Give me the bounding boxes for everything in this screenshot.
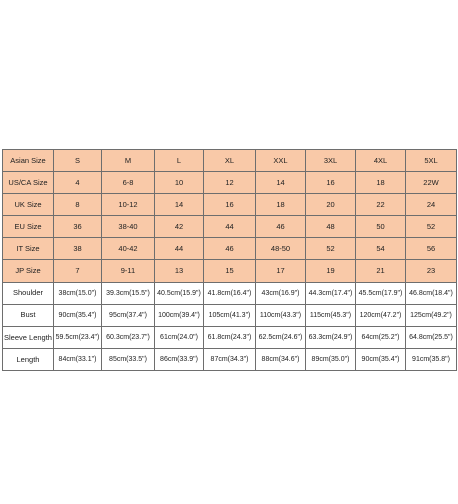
table-cell: 5XL bbox=[406, 150, 457, 172]
table-cell: 19 bbox=[306, 260, 356, 282]
table-cell: 10 bbox=[155, 172, 204, 194]
table-cell: 44.3cm(17.4") bbox=[306, 282, 356, 304]
table-cell: 7 bbox=[54, 260, 102, 282]
table-cell: 16 bbox=[204, 194, 256, 216]
table-cell: 40.5cm(15.9") bbox=[155, 282, 204, 304]
size-conversion-row bbox=[3, 238, 457, 260]
table-cell: 100cm(39.4") bbox=[155, 304, 204, 326]
table-cell: 48-50 bbox=[256, 238, 306, 260]
size-chart-body bbox=[3, 150, 457, 371]
table-cell: 20 bbox=[306, 194, 356, 216]
row-label: Length bbox=[3, 348, 54, 370]
table-cell: 14 bbox=[256, 172, 306, 194]
table-cell: 43cm(16.9") bbox=[256, 282, 306, 304]
table-cell: 9-11 bbox=[102, 260, 155, 282]
table-cell: 46 bbox=[256, 216, 306, 238]
table-cell: 23 bbox=[406, 260, 457, 282]
size-conversion-row bbox=[3, 216, 457, 238]
table-cell: 85cm(33.5") bbox=[102, 348, 155, 370]
table-cell: 4XL bbox=[356, 150, 406, 172]
table-cell: 48 bbox=[306, 216, 356, 238]
size-chart-table bbox=[2, 149, 457, 371]
row-label: Shoulder bbox=[3, 282, 54, 304]
table-cell: 14 bbox=[155, 194, 204, 216]
row-label: UK Size bbox=[3, 194, 54, 216]
table-cell: 36 bbox=[54, 216, 102, 238]
size-conversion-row bbox=[3, 172, 457, 194]
row-label: Bust bbox=[3, 304, 54, 326]
table-cell: 46 bbox=[204, 238, 256, 260]
table-cell: 62.5cm(24.6") bbox=[256, 326, 306, 348]
table-cell: 52 bbox=[306, 238, 356, 260]
table-cell: 22 bbox=[356, 194, 406, 216]
table-cell: 115cm(45.3") bbox=[306, 304, 356, 326]
table-cell: 120cm(47.2") bbox=[356, 304, 406, 326]
table-cell: 24 bbox=[406, 194, 457, 216]
table-cell: 87cm(34.3") bbox=[204, 348, 256, 370]
row-label: EU Size bbox=[3, 216, 54, 238]
size-conversion-row bbox=[3, 150, 457, 172]
table-cell: 61cm(24.0") bbox=[155, 326, 204, 348]
table-cell: 39.3cm(15.5") bbox=[102, 282, 155, 304]
table-cell: 10-12 bbox=[102, 194, 155, 216]
table-cell: 3XL bbox=[306, 150, 356, 172]
table-cell: 59.5cm(23.4") bbox=[54, 326, 102, 348]
table-cell: 21 bbox=[356, 260, 406, 282]
table-cell: 105cm(41.3") bbox=[204, 304, 256, 326]
table-cell: 61.8cm(24.3") bbox=[204, 326, 256, 348]
table-cell: 41.8cm(16.4") bbox=[204, 282, 256, 304]
table-cell: 12 bbox=[204, 172, 256, 194]
table-cell: 40-42 bbox=[102, 238, 155, 260]
table-cell: 15 bbox=[204, 260, 256, 282]
table-cell: 54 bbox=[356, 238, 406, 260]
table-cell: 16 bbox=[306, 172, 356, 194]
table-cell: 38-40 bbox=[102, 216, 155, 238]
measurement-row bbox=[3, 304, 457, 326]
size-conversion-row bbox=[3, 194, 457, 216]
table-cell: 45.5cm(17.9") bbox=[356, 282, 406, 304]
table-cell: 38cm(15.0") bbox=[54, 282, 102, 304]
table-cell: 90cm(35.4") bbox=[54, 304, 102, 326]
table-cell: 8 bbox=[54, 194, 102, 216]
table-cell: 46.8cm(18.4") bbox=[406, 282, 457, 304]
table-cell: 44 bbox=[204, 216, 256, 238]
table-cell: 18 bbox=[356, 172, 406, 194]
table-cell: 42 bbox=[155, 216, 204, 238]
table-cell: 64.8cm(25.5") bbox=[406, 326, 457, 348]
table-cell: 38 bbox=[54, 238, 102, 260]
table-cell: 22W bbox=[406, 172, 457, 194]
measurement-row bbox=[3, 326, 457, 348]
row-label: JP Size bbox=[3, 260, 54, 282]
measurement-row bbox=[3, 282, 457, 304]
table-cell: 125cm(49.2") bbox=[406, 304, 457, 326]
table-cell: XXL bbox=[256, 150, 306, 172]
table-cell: 52 bbox=[406, 216, 457, 238]
table-cell: M bbox=[102, 150, 155, 172]
table-cell: S bbox=[54, 150, 102, 172]
table-cell: 91cm(35.8") bbox=[406, 348, 457, 370]
row-label: IT Size bbox=[3, 238, 54, 260]
table-cell: 17 bbox=[256, 260, 306, 282]
measurement-row bbox=[3, 348, 457, 370]
table-cell: 56 bbox=[406, 238, 457, 260]
table-cell: 110cm(43.3") bbox=[256, 304, 306, 326]
table-cell: 86cm(33.9") bbox=[155, 348, 204, 370]
table-cell: 95cm(37.4") bbox=[102, 304, 155, 326]
table-cell: 89cm(35.0") bbox=[306, 348, 356, 370]
row-label: US/CA Size bbox=[3, 172, 54, 194]
table-cell: 84cm(33.1") bbox=[54, 348, 102, 370]
table-cell: 6-8 bbox=[102, 172, 155, 194]
table-cell: 4 bbox=[54, 172, 102, 194]
table-cell: 13 bbox=[155, 260, 204, 282]
table-cell: 18 bbox=[256, 194, 306, 216]
table-cell: 63.3cm(24.9") bbox=[306, 326, 356, 348]
table-cell: L bbox=[155, 150, 204, 172]
table-cell: 60.3cm(23.7") bbox=[102, 326, 155, 348]
table-cell: XL bbox=[204, 150, 256, 172]
table-cell: 64cm(25.2") bbox=[356, 326, 406, 348]
table-cell: 44 bbox=[155, 238, 204, 260]
size-conversion-row bbox=[3, 260, 457, 282]
table-cell: 88cm(34.6") bbox=[256, 348, 306, 370]
table-cell: 90cm(35.4") bbox=[356, 348, 406, 370]
table-cell: 50 bbox=[356, 216, 406, 238]
row-label: Asian Size bbox=[3, 150, 54, 172]
row-label: Sleeve Length bbox=[3, 326, 54, 348]
